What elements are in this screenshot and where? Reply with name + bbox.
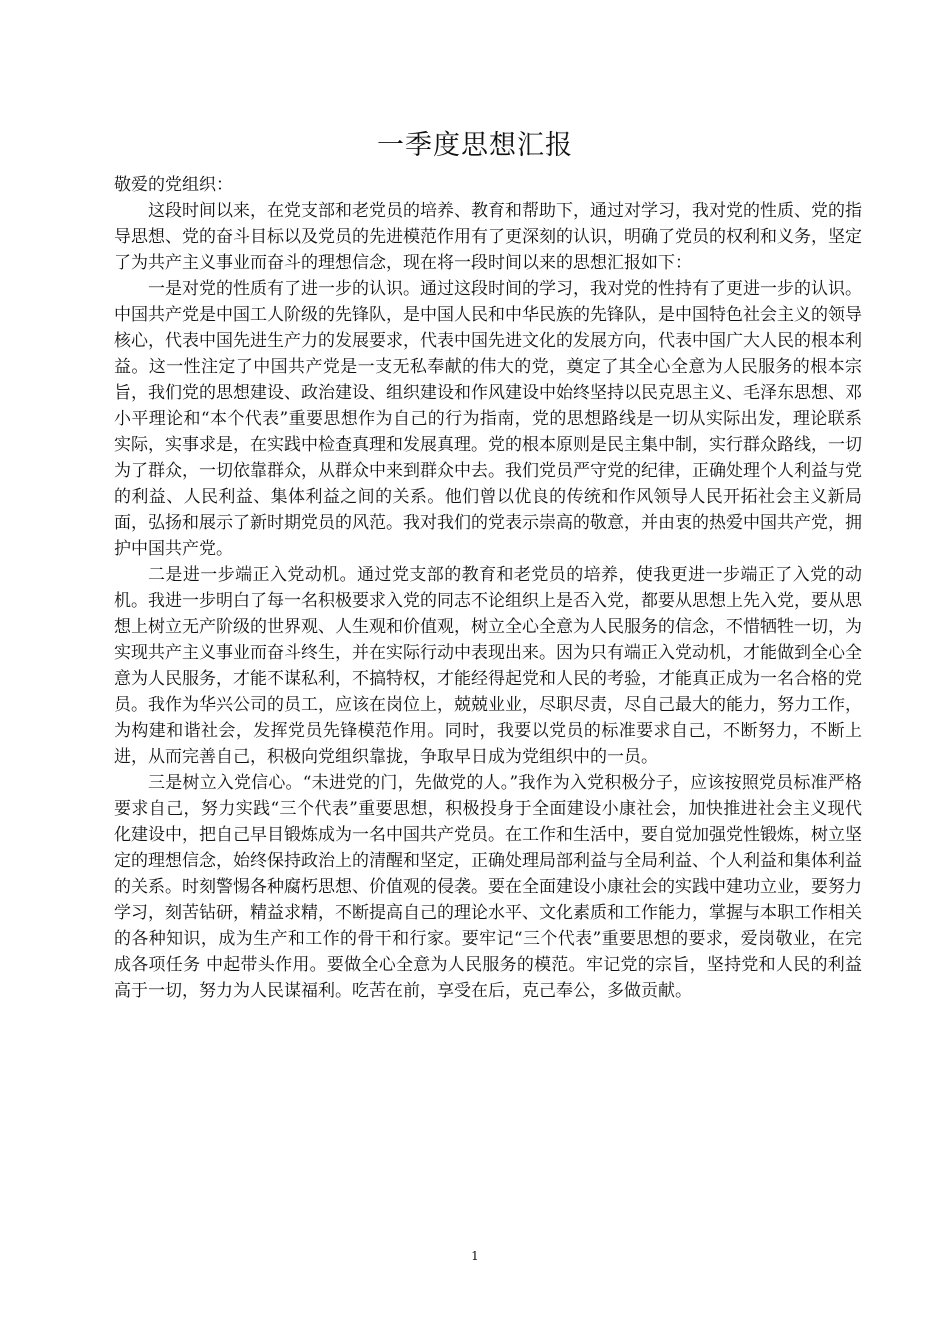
salutation: 敬爱的党组织：	[114, 175, 233, 195]
paragraph-party-nature: 一是对党的性质有了进一步的认识。通过这段时间的学习，我对党的性持有了更进一步的认识。中国共产党是中国工人阶级的先锋队，是中国人民和中华民族的先锋队，是中国特色社会主义的领导核心，代表中国先进生产力的发展要求，代表中国先进文化的发展方向，代表中国广大人民的根本利益。这一性注定了中国共产党是一支无私奉献的伟大的党，奠定了其全心全意为人民服务的根本宗旨，我们党的思想建设、政治建设、组织建设和作风建设中始终坚持以民克思主义、毛泽东思想、邓小平理论和“本个代表”重要思想作为自己的行为指南，党的思想路线是一切从实际出发，理论联系实际，实事求是，在实践中检查真理和发展真理。党的根本原则是民主集中制，实行群众路线，一切为了群众，一切依靠群众，从群众中来到群众中去。我们党员严守党的纪律，正确处理个人利益与党的利益、人民利益、集体利益之间的关系。他们曾以优良的传统和作风领导人民开拓社会主义新局面，弘扬和展示了新时期党员的风范。我对我们的党表示崇高的敬意，并由衷的热爱中国共产党，拥护中国共产党。	[114, 279, 862, 559]
paragraph-motivation: 二是进一步端正入党动机。通过党支部的教育和老党员的培养，使我更进一步端正了入党的动机。我进一步明白了每一名积极要求入党的同志不论组织上是否入党，都要从思想上先入党，要从思想上树立无产阶级的世界观、人生观和价值观，树立全心全意为人民服务的信念，不惜牺牲一切，为实现共产主义事业而奋斗终生，并在实际行动中表现出来。因为只有端正入党动机，才能做到全心全意为人民服务，才能不谋私利，不搞特权，才能经得起党和人民的考验，才能真正成为一名合格的党员。我作为华兴公司的员工，应该在岗位上，兢兢业业，尽职尽责，尽自己最大的能力，努力工作，为构建和谐社会，发挥党员先锋模范作用。同时，我要以党员的标准要求自己，不断努力，不断上进，从而完善自己，积极向党组织靠拢，争取早日成为党组织中的一员。	[114, 565, 862, 767]
document-body	[114, 172, 862, 1004]
paragraph-confidence: 三是树立入党信心。“未进党的门，先做党的人。”我作为入党积极分子，应该按照党员标准严格要求自己，努力实践“三个代表”重要思想，积极投身于全面建设小康社会，加快推进社会主义现代化建设中，把自己早目锻炼成为一名中国共产党员。在工作和生活中，要自觉加强党性锻炼，树立坚定的理想信念，始终保持政治上的清醒和坚定，正确处理局部利益与全局利益、个人利益和集体利益的关系。时刻警惕各种腐朽思想、价值观的侵袭。要在全面建设小康社会的实践中建功立业，要努力学习，刻苦钻研，精益求精，不断提高自己的理论水平、文化素质和工作能力，掌握与本职工作相关的各种知识，成为生产和工作的骨干和行家。要牢记“三个代表”重要思想的要求，爱岗敬业，在完成各项任务 中起带头作用。要做全心全意为人民服务的模范。牢记党的宗旨，坚持党和人民的利益高于一切，努力为人民谋福利。吃苦在前，享受在后，克己奉公，多做贡献。	[114, 773, 862, 1001]
document-title: 一季度思想汇报	[377, 130, 573, 161]
page-number: 1	[471, 1249, 479, 1263]
paragraph-intro: 这段时间以来，在党支部和老党员的培养、教育和帮助下，通过对学习，我对党的性质、党的指导思想、党的奋斗目标以及党员的先进模范作用有了更深刻的认识，明确了党员的权利和义务，坚定了为共产主义事业而奋斗的理想信念，现在将一段时间以来的思想汇报如下：	[114, 201, 862, 273]
